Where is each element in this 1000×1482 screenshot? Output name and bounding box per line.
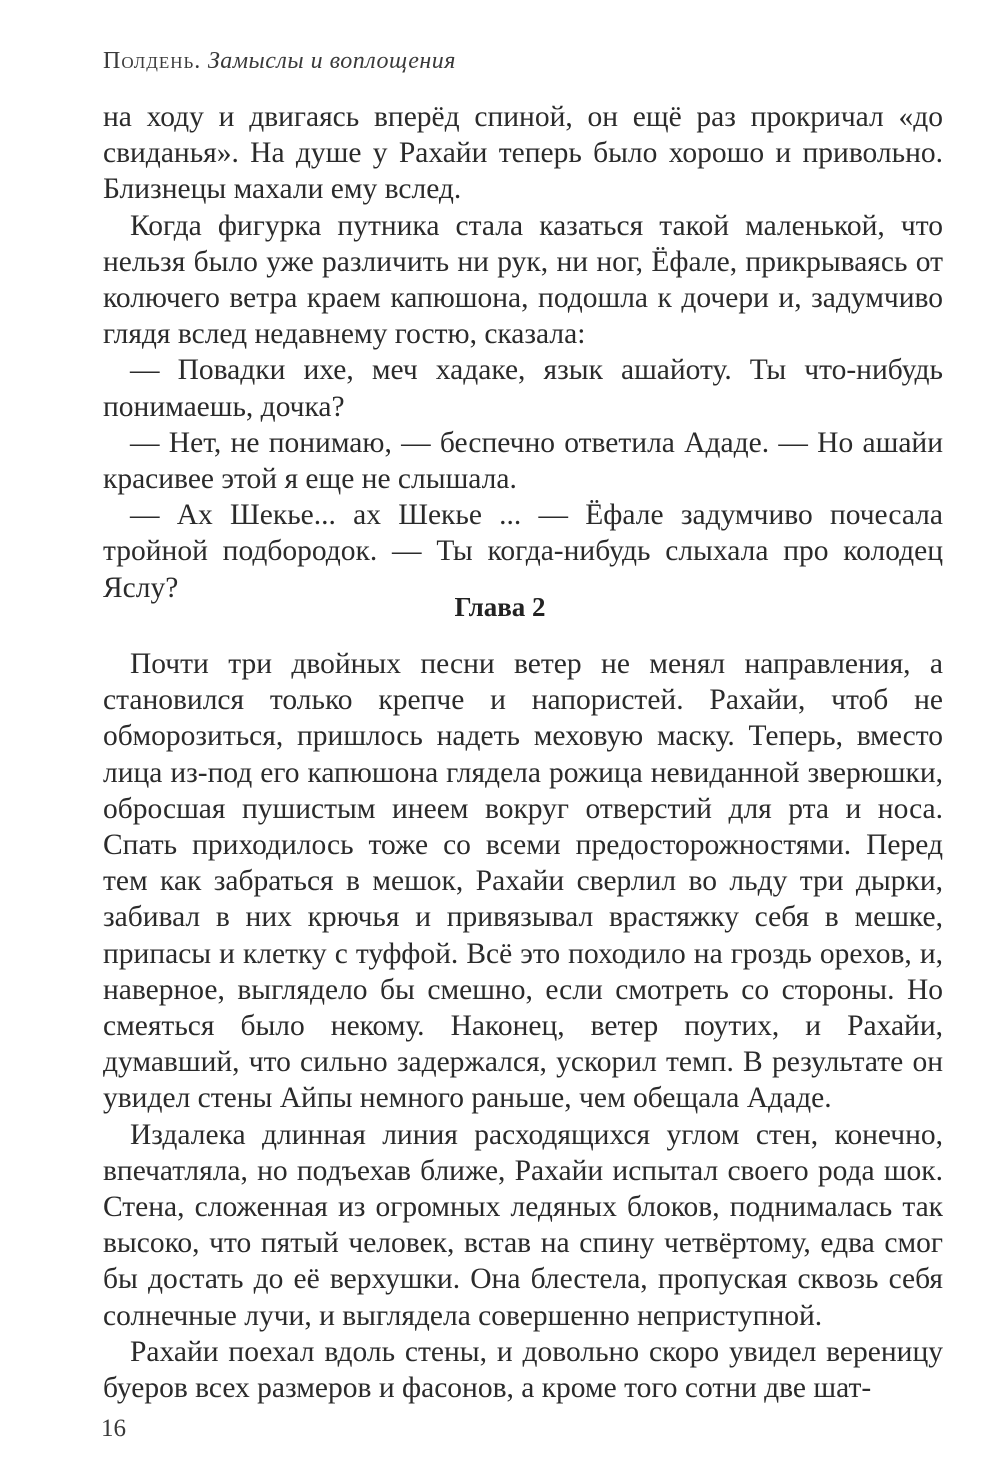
dialogue-line: — Ах Шекье... ах Шекье ... — Ёфале задумчиво почесала тройной подбородок. — Ты когда-нибудь слыхала про колодец Яслу?: [103, 499, 943, 604]
chapter-title: Глава 2: [454, 592, 546, 622]
running-header-subtitle: Замыслы и воплощения: [207, 48, 456, 74]
paragraph: Почти три двойных песни ветер не менял направления, а становился только крепче и напористей. Рахайи, чтоб не обморозиться, пришлось надеть меховую маску. Теперь, вместо лица из-под его капюшона глядела рожица невиданной зверюшки, обросшая пушистым инеем вокруг отверстий для рта и носа. Спать приходилось тоже со всеми предосторожностями. Перед тем как забраться в мешок, Рахайи сверлил во льду три дырки, забивал в них крючья и привязывал врастяжку себя в мешке, припасы и клетку с туффой. Всё это походило на гроздь орехов, и, наверное, выглядело бы смешно, если смотреть со стороны. Но смеяться было некому. Наконец, ветер поутих, и Рахайи, думавший, что сильно задержался, ускорил темп. В результате он увидел стены Айпы немного раньше, чем обещала Ададе.: [103, 648, 943, 1115]
page-number: 16: [101, 1415, 126, 1442]
dialogue-line: — Повадки ихе, меч хадаке, язык ашайоту. Ты что-нибудь понимаешь, дочка?: [103, 354, 943, 423]
paragraph: Когда фигурка путника стала казаться такой маленькой, что нельзя было уже различить ни рук, ни ног, Ёфале, прикрываясь от колючего ветра краем капюшона, подошла к дочери и, задумчиво глядя вслед недавнему гостю, сказала:: [103, 209, 943, 351]
paragraph: Издалека длинная линия расходящихся углом стен, конечно, впечатляла, но подъехав ближе, Рахайи испытал своего рода шок. Стена, сложенная из огромных ледяных блоков, поднималась так высоко, что пятый человек, встав на спину четвёртому, едва смог бы достать до её верхушки. Она блестела, пропуская сквозь себя солнечные лучи, и выглядела совершенно неприступной.: [103, 1118, 943, 1332]
paragraph: Рахайи поехал вдоль стены, и довольно скоро увидел вереницу буеров всех размеров и фасонов, а кроме того сотни две шат-: [103, 1335, 943, 1405]
running-header-section: Полдень.: [103, 48, 202, 74]
running-header: [103, 48, 456, 75]
text-block-chapter-2: [103, 646, 943, 1406]
dialogue-line: — Нет, не понимаю, — беспечно ответила Ададе. — Но ашайи красивее этой я еще не слышала.: [103, 426, 943, 496]
text-block-before-chapter: [103, 99, 943, 606]
paragraph: на ходу и двигаясь вперёд спиной, он ещё раз прокричал «до свиданья». На душе у Рахайи теперь было хорошо и привольно. Близнецы махали ему вслед.: [103, 101, 943, 206]
